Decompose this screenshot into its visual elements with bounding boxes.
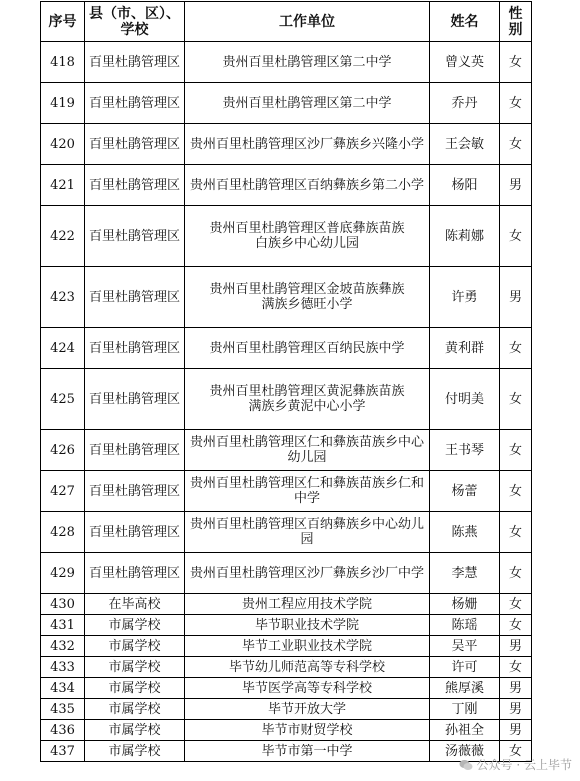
table-body	[41, 42, 532, 762]
cell-no: 425	[41, 369, 85, 430]
cell-no: 435	[41, 699, 85, 720]
table-row	[41, 615, 532, 636]
table-row	[41, 512, 532, 553]
cell-county: 市属学校	[85, 699, 185, 720]
cell-unit: 贵州百里杜鹃管理区普底彝族苗族 白族乡中心幼儿园	[185, 206, 430, 267]
cell-no: 427	[41, 471, 85, 512]
cell-no: 423	[41, 267, 85, 328]
cell-name: 杨阳	[430, 165, 500, 206]
cell-gender: 男	[500, 267, 532, 328]
cell-name: 曾义英	[430, 42, 500, 83]
cell-unit: 贵州百里杜鹃管理区百纳彝族乡中心幼儿园	[185, 512, 430, 553]
cell-gender: 女	[500, 83, 532, 124]
cell-county: 在毕高校	[85, 594, 185, 615]
table-row	[41, 471, 532, 512]
cell-unit: 贵州百里杜鹃管理区仁和彝族苗族乡仁和中学	[185, 471, 430, 512]
header-name: 姓名	[430, 2, 500, 42]
table-row	[41, 206, 532, 267]
cell-no: 437	[41, 741, 85, 762]
cell-name: 陈莉娜	[430, 206, 500, 267]
cell-name: 汤薇薇	[430, 741, 500, 762]
cell-no: 428	[41, 512, 85, 553]
cell-county: 市属学校	[85, 678, 185, 699]
header-no: 序号	[41, 2, 85, 42]
cell-gender: 男	[500, 699, 532, 720]
cell-unit: 贵州百里杜鹃管理区仁和彝族苗族乡中心幼儿园	[185, 430, 430, 471]
table-row	[41, 657, 532, 678]
cell-no: 426	[41, 430, 85, 471]
cell-unit: 贵州百里杜鹃管理区黄泥彝族苗族 满族乡黄泥中心小学	[185, 369, 430, 430]
wechat-icon	[459, 758, 473, 772]
cell-name: 乔丹	[430, 83, 500, 124]
cell-unit: 毕节工业职业技术学院	[185, 636, 430, 657]
cell-no: 434	[41, 678, 85, 699]
cell-unit: 贵州工程应用技术学院	[185, 594, 430, 615]
cell-county: 百里杜鹃管理区	[85, 206, 185, 267]
cell-unit: 贵州百里杜鹃管理区第二中学	[185, 83, 430, 124]
table-row	[41, 430, 532, 471]
cell-unit: 贵州百里杜鹃管理区金坡苗族彝族 满族乡德旺小学	[185, 267, 430, 328]
table-row	[41, 267, 532, 328]
table-row	[41, 124, 532, 165]
table-row	[41, 42, 532, 83]
table-row	[41, 594, 532, 615]
cell-name: 丁刚	[430, 699, 500, 720]
cell-name: 陈瑶	[430, 615, 500, 636]
cell-unit: 毕节幼儿师范高等专科学校	[185, 657, 430, 678]
cell-county: 百里杜鹃管理区	[85, 553, 185, 594]
cell-name: 吴平	[430, 636, 500, 657]
cell-county: 市属学校	[85, 720, 185, 741]
cell-no: 422	[41, 206, 85, 267]
table-header-row	[41, 2, 532, 42]
cell-gender: 女	[500, 206, 532, 267]
cell-unit: 毕节市第一中学	[185, 741, 430, 762]
cell-county: 百里杜鹃管理区	[85, 430, 185, 471]
header-gender: 性别	[500, 2, 532, 42]
table-row	[41, 636, 532, 657]
cell-county: 百里杜鹃管理区	[85, 42, 185, 83]
cell-name: 付明美	[430, 369, 500, 430]
cell-gender: 女	[500, 471, 532, 512]
teacher-list-table	[40, 1, 532, 762]
table-row	[41, 678, 532, 699]
table-row	[41, 553, 532, 594]
cell-name: 王书琴	[430, 430, 500, 471]
cell-gender: 女	[500, 553, 532, 594]
cell-unit: 贵州百里杜鹃管理区第二中学	[185, 42, 430, 83]
cell-name: 杨蕾	[430, 471, 500, 512]
cell-no: 421	[41, 165, 85, 206]
watermark	[459, 756, 572, 773]
cell-unit: 毕节开放大学	[185, 699, 430, 720]
cell-county: 百里杜鹃管理区	[85, 328, 185, 369]
cell-county: 百里杜鹃管理区	[85, 369, 185, 430]
cell-county: 百里杜鹃管理区	[85, 471, 185, 512]
table-row	[41, 165, 532, 206]
cell-no: 418	[41, 42, 85, 83]
cell-no: 432	[41, 636, 85, 657]
cell-no: 419	[41, 83, 85, 124]
cell-unit: 毕节医学高等专科学校	[185, 678, 430, 699]
cell-unit: 贵州百里杜鹃管理区百纳民族中学	[185, 328, 430, 369]
cell-no: 429	[41, 553, 85, 594]
cell-no: 433	[41, 657, 85, 678]
cell-gender: 女	[500, 328, 532, 369]
cell-no: 436	[41, 720, 85, 741]
cell-gender: 男	[500, 636, 532, 657]
cell-no: 420	[41, 124, 85, 165]
cell-county: 市属学校	[85, 636, 185, 657]
cell-unit: 贵州百里杜鹃管理区沙厂彝族乡兴隆小学	[185, 124, 430, 165]
cell-county: 市属学校	[85, 741, 185, 762]
cell-county: 百里杜鹃管理区	[85, 124, 185, 165]
cell-gender: 女	[500, 594, 532, 615]
watermark-text: 公众号 · 云上毕节	[476, 758, 572, 772]
cell-unit: 毕节职业技术学院	[185, 615, 430, 636]
cell-gender: 男	[500, 165, 532, 206]
cell-county: 百里杜鹃管理区	[85, 83, 185, 124]
table-row	[41, 328, 532, 369]
cell-gender: 女	[500, 369, 532, 430]
cell-unit: 毕节市财贸学校	[185, 720, 430, 741]
cell-name: 黄利群	[430, 328, 500, 369]
cell-name: 杨姗	[430, 594, 500, 615]
header-county: 县（市、区）、学校	[85, 2, 185, 42]
cell-county: 百里杜鹃管理区	[85, 165, 185, 206]
table-row	[41, 699, 532, 720]
cell-county: 百里杜鹃管理区	[85, 267, 185, 328]
cell-no: 424	[41, 328, 85, 369]
table-row	[41, 83, 532, 124]
cell-county: 市属学校	[85, 657, 185, 678]
cell-gender: 男	[500, 720, 532, 741]
cell-no: 430	[41, 594, 85, 615]
cell-name: 王会敏	[430, 124, 500, 165]
cell-name: 许可	[430, 657, 500, 678]
cell-gender: 女	[500, 512, 532, 553]
cell-name: 许勇	[430, 267, 500, 328]
cell-gender: 女	[500, 124, 532, 165]
header-unit: 工作单位	[185, 2, 430, 42]
cell-unit: 贵州百里杜鹃管理区沙厂彝族乡沙厂中学	[185, 553, 430, 594]
cell-no: 431	[41, 615, 85, 636]
cell-unit: 贵州百里杜鹃管理区百纳彝族乡第二小学	[185, 165, 430, 206]
cell-name: 陈燕	[430, 512, 500, 553]
cell-gender: 女	[500, 42, 532, 83]
cell-gender: 女	[500, 615, 532, 636]
cell-gender: 女	[500, 657, 532, 678]
cell-county: 市属学校	[85, 615, 185, 636]
cell-gender: 男	[500, 678, 532, 699]
cell-county: 百里杜鹃管理区	[85, 512, 185, 553]
cell-name: 李慧	[430, 553, 500, 594]
cell-name: 孙祖全	[430, 720, 500, 741]
table-row	[41, 720, 532, 741]
cell-gender: 女	[500, 741, 532, 762]
cell-gender: 女	[500, 430, 532, 471]
cell-name: 熊厚溪	[430, 678, 500, 699]
table-row	[41, 369, 532, 430]
